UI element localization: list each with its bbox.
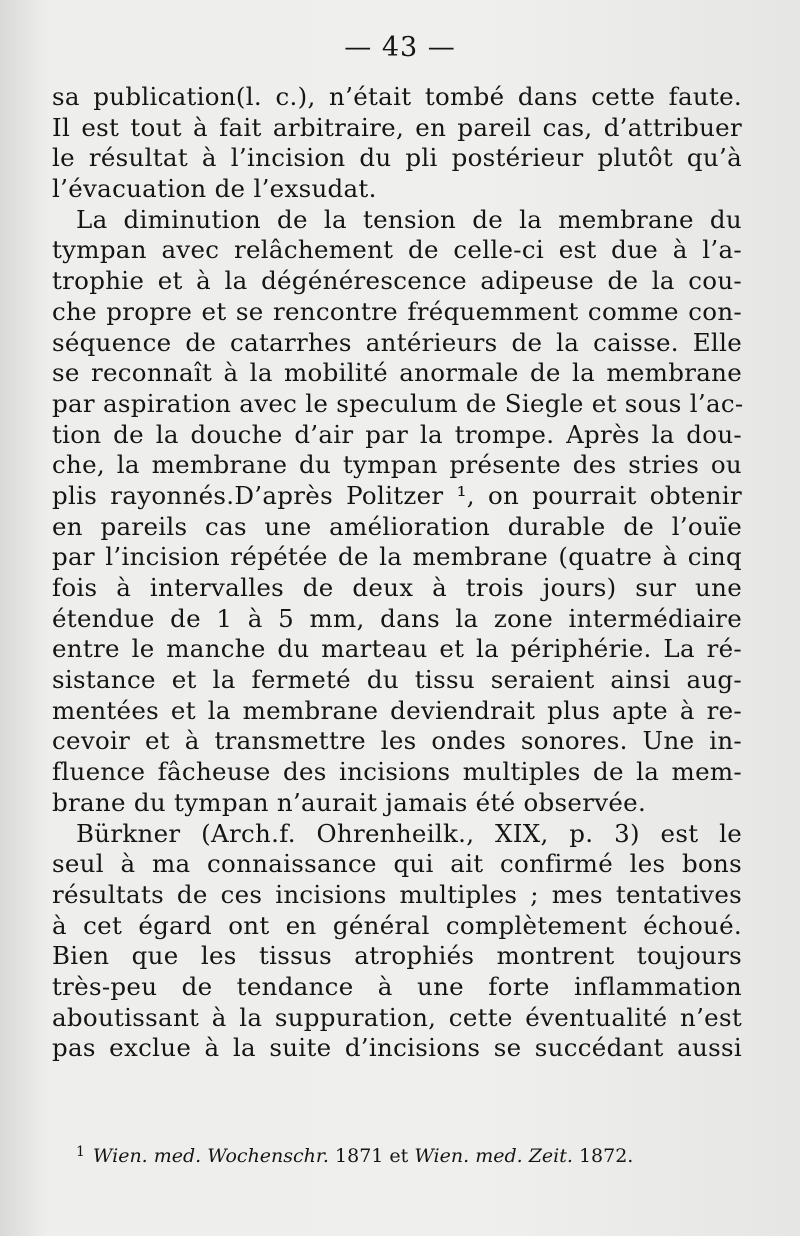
text-line: très-peu de tendance à une forte inflammation [52,971,742,1001]
text-line: plis rayonnés.D’après Politzer ¹, on pourrait obtenir [52,480,742,510]
footnote [76,1144,736,1167]
text-line: che propre et se rencontre fréquemment comme con- [52,296,742,326]
text-line: tion de la douche d’air par la trompe. Après la dou- [52,419,742,449]
footnote-journal-b: Wien. med. Zeit. [414,1145,573,1167]
text-line: entre le manche du marteau et la périphérie. La ré- [52,634,742,664]
text-line: à cet égard ont en général complètement échoué. [52,910,742,940]
footnote-year-a: 1871 [335,1145,384,1167]
text-line: trophie et à la dégénérescence adipeuse de la cou- [52,266,742,296]
body-text [52,82,742,1064]
text-line: se reconnaît à la mobilité anormale de la membrane [52,358,742,388]
text-line: l’évacuation de l’exsudat. [52,174,377,204]
text-line: brane du tympan n’aurait jamais été observée. [52,787,647,817]
text-line: Bürkner (Arch.f. Ohrenheilk., XIX, p. 3) est le [76,818,742,848]
footnote-marker: 1 [76,1144,85,1160]
text-line: Il est tout à fait arbitraire, en pareil cas, d’attribuer [52,112,742,142]
text-line: cevoir et à transmettre les ondes sonores. Une in- [52,726,742,756]
text-line: fois à intervalles de deux à trois jours) sur une [52,573,742,602]
text-line: résultats de ces incisions multiples ; mes tentatives [52,879,742,909]
text-line: étendue de 1 à 5 mm, dans la zone intermédiaire [52,603,742,633]
footnote-conjunction: et [389,1145,409,1167]
text-line: mentées et la membrane deviendrait plus apte à re- [52,695,742,725]
footnote-year-b: 1872. [578,1145,634,1167]
text-line: fluence fâcheuse des incisions multiples de la mem- [52,757,742,787]
text-line: le résultat à l’incision du pli postérieur plutôt qu’à [52,143,742,173]
text-line: Bien que les tissus atrophiés montrent toujours [52,941,742,971]
text-line: séquence de catarrhes antérieurs de la caisse. Elle [52,327,742,357]
footnote-journal-a: Wien. med. Wochenschr. [92,1145,329,1167]
text-line: tympan avec relâchement de celle-ci est due à l’a- [52,235,742,265]
text-line: aboutissant à la suppuration, cette éventualité n’est [52,1002,742,1032]
page-number: — 43 — [344,32,456,63]
text-line: sistance et la fermeté du tissu seraient ainsi aug- [52,665,742,695]
text-line: La diminution de la tension de la membrane du [76,204,742,234]
text-line: en pareils cas une amélioration durable de l’ouïe [52,511,742,541]
text-line: seul à ma connaissance qui ait confirmé les bons [52,849,742,879]
text-line: par l’incision répétée de la membrane (quatre à cinq [52,542,742,572]
text-line: par aspiration avec le speculum de Siegle et sous l’ac- [52,388,744,418]
text-line: sa publication(l. c.), n’était tombé dans cette faute. [52,82,742,111]
text-line: che, la membrane du tympan présente des stries ou [52,450,742,480]
text-line: pas exclue à la suite d’incisions se succédant aussi [52,1033,742,1063]
